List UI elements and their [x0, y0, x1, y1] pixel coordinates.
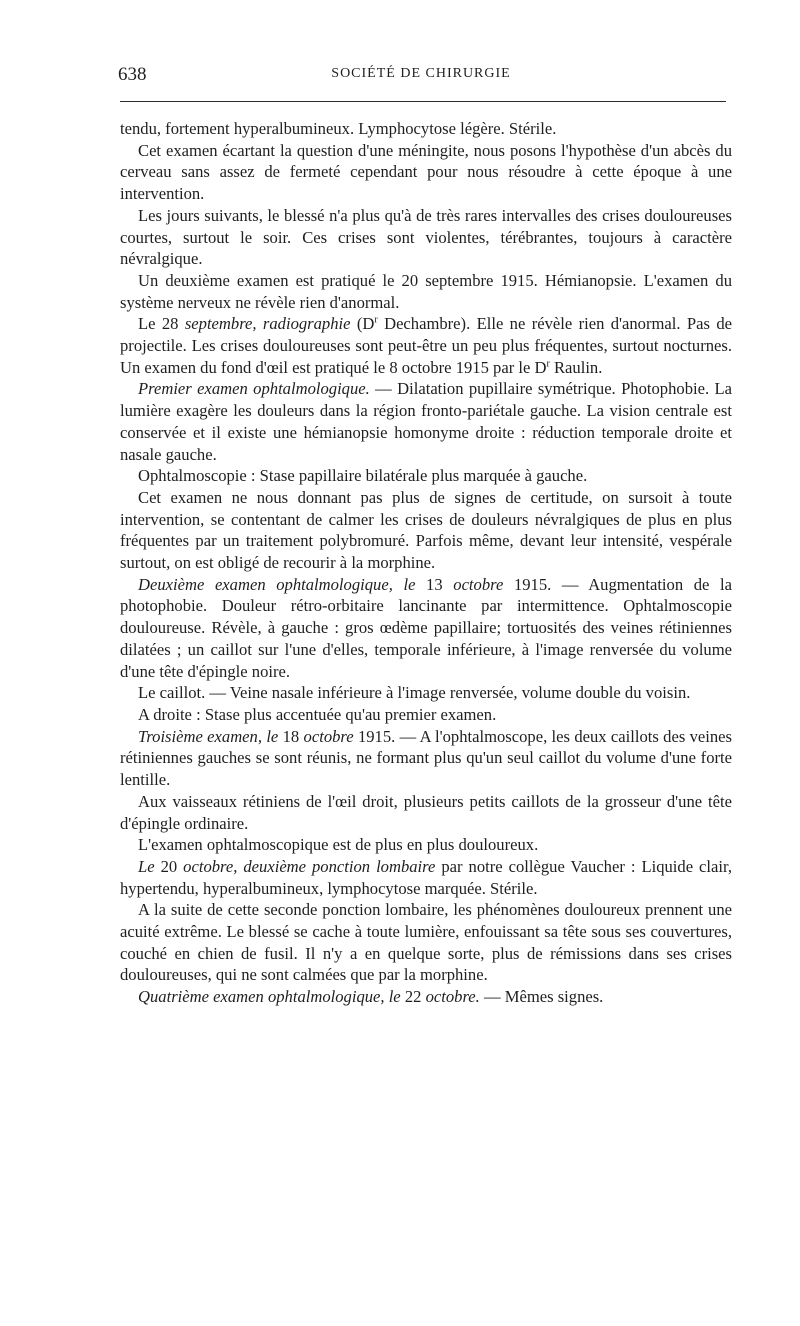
paragraph	[120, 986, 732, 1008]
paragraph	[120, 899, 732, 986]
paragraph-text: Le caillot. — Veine nasale inférieure à l'image renversée, volume double du voisin.	[138, 683, 691, 703]
italic-text: octobre, deuxième ponction lombaire	[183, 856, 436, 876]
paragraph-text: Aux vaisseaux rétiniens de l'œil droit, plusieurs petits caillots de la grosseur d'une tête d'épingle ordinaire.	[120, 791, 732, 833]
paragraph-text: Les jours suivants, le blessé n'a plus qu'à de très rares intervalles des crises douloureuses courtes, surtout le soir. Ces crises sont violentes, térébrantes, toujours à caractère névralgique.	[120, 205, 732, 269]
italic-text: Deuxième examen ophtalmologique, le	[138, 574, 416, 594]
paragraph	[120, 465, 732, 487]
paragraph-text: 18	[278, 726, 304, 746]
paragraph-text: 13	[415, 574, 454, 594]
paragraph	[120, 791, 732, 834]
paragraph	[120, 118, 732, 140]
italic-text: octobre.	[425, 987, 480, 1007]
paragraph-text: Dechambre). Elle ne révèle rien d'anormal. Pas de projectile. Les crises douloureuses sont peut-être un peu plus fréquentes, surtout nocturnes. Un examen du fond d'œil est pratiqué le 8 octobre 1915 par le D	[120, 314, 732, 377]
paragraph	[120, 487, 732, 574]
paragraph-text: A droite : Stase plus accentuée qu'au premier examen.	[138, 704, 497, 724]
paragraph	[120, 856, 732, 899]
paragraph-text: 20	[154, 856, 184, 876]
italic-text: octobre	[303, 726, 354, 746]
paragraph	[120, 834, 732, 856]
paragraph-text: 22	[400, 987, 426, 1007]
paragraph-text: 1915. — Augmentation de la photophobie. Douleur rétro-orbitaire lancinante par intermittence. Ophtalmoscopie douloureuse. Révèle, à gauche : gros œdème papillaire; tortuosités des veines rétiniennes dilatées ; un caillot sur l'une d'elles, temporale inférieure, à l'image renversée du volume d'une tête d'épingle noire.	[120, 574, 732, 681]
superscript-text: r	[546, 358, 550, 370]
italic-text: septembre, radiographie	[184, 314, 351, 334]
paragraph-text: — Dilatation pupillaire symétrique. Photophobie. La lumière exagère les douleurs dans la région fronto-pariétale gauche. La vision centrale est conservée et il existe une hémianopsie homonyme droite : réduction temporale droite et nasale gauche.	[120, 379, 732, 464]
italic-text: Premier examen ophtalmologique.	[138, 379, 370, 399]
italic-text: Quatrième examen ophtalmologique, le	[138, 987, 401, 1007]
paragraph	[120, 205, 732, 270]
paragraph	[120, 682, 732, 704]
paragraph	[120, 378, 732, 465]
paragraph-text: Ophtalmoscopie : Stase papillaire bilatérale plus marquée à gauche.	[138, 466, 588, 486]
paragraph-text: (D	[350, 314, 375, 334]
paragraph	[120, 726, 732, 791]
body-text	[120, 118, 732, 1008]
running-title: SOCIÉTÉ DE CHIRURGIE	[331, 66, 511, 81]
page-number: 638	[118, 64, 147, 85]
superscript-text: r	[374, 314, 378, 326]
paragraph-text: — Mêmes signes.	[479, 987, 604, 1007]
paragraph	[120, 574, 732, 683]
paragraph-text: L'examen ophtalmoscopique est de plus en plus douloureux.	[138, 835, 539, 855]
paragraph-text: Cet examen écartant la question d'une méningite, nous posons l'hypothèse d'un abcès du cerveau sans assez de fermeté cependant pour nous résoudre à cette époque à une intervention.	[120, 140, 732, 204]
paragraph-text: Cet examen ne nous donnant pas plus de signes de certitude, on sursoit à toute intervention, se contentant de calmer les crises de douleurs névralgiques de plus en plus fréquentes par un traitement polybromuré. Parfois même, devant leur intensité, vespérale surtout, on est obligé de recourir à la morphine.	[120, 487, 732, 573]
paragraph-text: Un deuxième examen est pratiqué le 20 septembre 1915. Hémianopsie. L'examen du système nerveux ne révèle rien d'anormal.	[120, 270, 732, 312]
paragraph-text: Raulin.	[549, 357, 603, 377]
italic-text: Troisième examen, le	[138, 726, 279, 746]
paragraph-text: tendu, fortement hyperalbumineux. Lymphocytose légère. Stérile.	[120, 119, 557, 138]
header-rule	[120, 101, 726, 102]
italic-text: Le	[138, 856, 155, 876]
paragraph	[120, 270, 732, 313]
paragraph-text: Le 28	[138, 314, 185, 334]
page-header	[118, 62, 724, 88]
paragraph	[120, 704, 732, 726]
paragraph	[120, 140, 732, 205]
paragraph-text: par notre collègue Vaucher : Liquide clair, hypertendu, hyperalbumineux, lymphocytose marquée. Stérile.	[120, 856, 733, 898]
paragraph-text: A la suite de cette seconde ponction lombaire, les phénomènes douloureux prennent une acuité extrême. Le blessé se cache à toute lumière, enfouissant sa tête sous ses couvertures, couché en chien de fusil. Il n'y a en quelque sorte, plus de rémissions dans ses crises douloureuses, qui ne sont calmées que par la morphine.	[120, 900, 732, 985]
italic-text: octobre	[453, 574, 504, 594]
paragraph	[120, 313, 732, 378]
paragraph-text: 1915. — A l'ophtalmoscope, les deux caillots des veines rétiniennes gauches se sont réunis, ne formant plus qu'un seul caillot du volume d'une forte lentille.	[120, 726, 732, 790]
